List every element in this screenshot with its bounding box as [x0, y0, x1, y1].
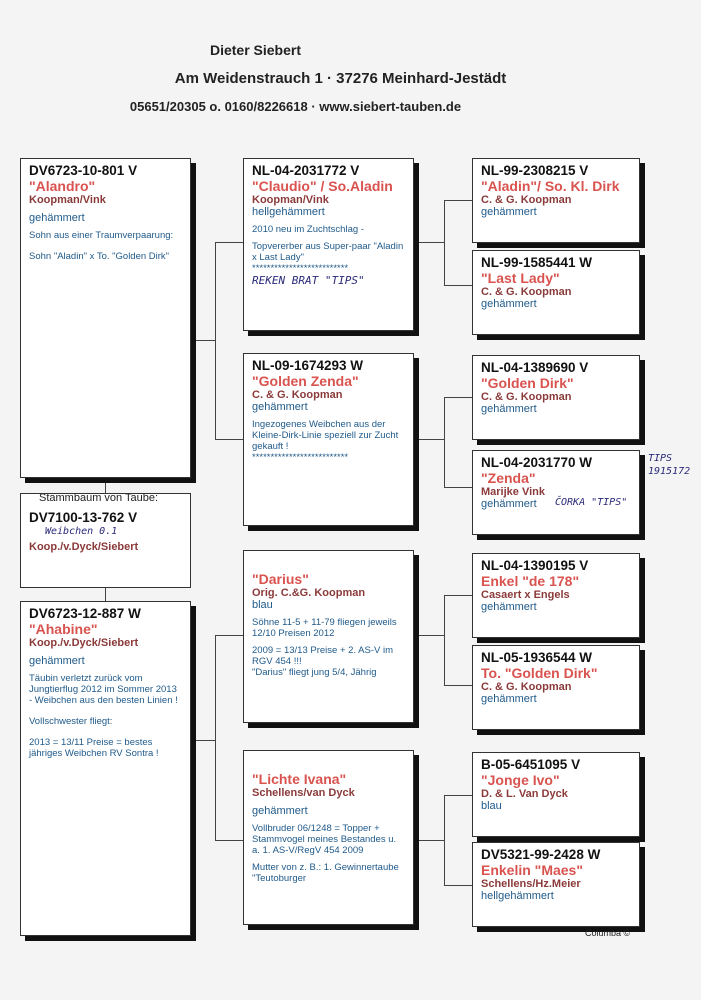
mother-note: 2013 = 13/11 Preise = bestes jähriges Weibchen RV Sontra !: [29, 737, 159, 759]
mother-note: Täubin verletzt zurück vom Jungtierflug 2012 im Sommer 2013 - Weibchen aus den besten Linien !: [29, 673, 178, 706]
mfm-breeder: C. & G. Koopman: [481, 681, 572, 693]
fmm-name: "Zenda": [481, 470, 536, 486]
mm-breeder: Schellens/van Dyck: [252, 787, 355, 799]
ff-breeder: Koopman/Vink: [252, 194, 329, 206]
mfm-card: [472, 645, 640, 730]
fmf-ring: NL-04-1389690 V: [481, 360, 589, 375]
father-name: "Alandro": [29, 178, 96, 194]
subject-breeder: Koop./v.Dyck/Siebert: [29, 541, 139, 553]
fm-note: Ingezogenes Weibchen aus der Kleine-Dirk-Linie speziell zur Zucht gekauft !: [252, 419, 399, 452]
fmf-name: "Golden Dirk": [481, 375, 574, 391]
mff-card: [472, 553, 640, 638]
mother-card: [20, 601, 191, 936]
mmm-ring: DV5321-99-2428 W: [481, 847, 601, 862]
mmf-name: "Jonge Ivo": [481, 772, 560, 788]
mmf-ring: B-05-6451095 V: [481, 757, 581, 772]
footer-copyright: Columba ©: [585, 928, 631, 938]
connector-line: [444, 885, 474, 886]
fff-breeder: C. & G. Koopman: [481, 194, 572, 206]
mf-note: 2009 = 13/13 Preise + 2. AS-V im RGV 454 !!!: [252, 645, 394, 667]
mm-ring: [252, 755, 405, 771]
father-note: Sohn aus einer Traumverpaarung:: [29, 230, 174, 241]
mff-breeder: Casaert x Engels: [481, 589, 570, 601]
ff-handwritten: REKEN BRAT "TIPS": [252, 274, 365, 287]
mother-father-card: [243, 550, 414, 723]
ffm-name: "Last Lady": [481, 270, 560, 286]
fmm-card: [472, 450, 640, 535]
mmm-card: [472, 842, 640, 927]
mmm-color: hellgehämmert: [481, 890, 554, 902]
connector-line: [215, 635, 216, 840]
connector-line: [414, 840, 444, 841]
ffm-card: [472, 250, 640, 335]
connector-line: [444, 200, 445, 285]
mm-note: Vollbruder 06/1248 = Topper + Stammvogel meines Bestandes u. a. 1. AS-V/RegV 454 2009: [252, 823, 397, 856]
mfm-ring: NL-05-1936544 W: [481, 650, 593, 665]
connector-line: [215, 840, 243, 841]
ffm-color: gehämmert: [481, 298, 537, 310]
mother-breeder: Koop./v.Dyck/Siebert: [29, 637, 139, 649]
fmf-breeder: C. & G. Koopman: [481, 391, 572, 403]
connector-line: [444, 795, 474, 796]
fm-name: "Golden Zenda": [252, 373, 359, 389]
connector-line: [444, 685, 474, 686]
fmf-card: [472, 355, 640, 440]
connector-line: [215, 242, 243, 243]
mfm-name: To. "Golden Dirk": [481, 665, 598, 681]
connector-line: [414, 439, 444, 440]
ffm-ring: NL-99-1585441 W: [481, 255, 593, 270]
connector-line: [190, 740, 215, 741]
connector-line: [444, 285, 474, 286]
fmm-ring: NL-04-2031770 W: [481, 455, 593, 470]
mother-ring: DV6723-12-887 W: [29, 606, 141, 621]
mf-color: blau: [252, 599, 273, 611]
connector-line: [444, 487, 474, 488]
fff-ring: NL-99-2308215 V: [481, 163, 589, 178]
fm-ring: NL-09-1674293 W: [252, 358, 364, 373]
father-breeder: Koopman/Vink: [29, 194, 106, 206]
fff-name: "Aladin"/ So. Kl. Dirk: [481, 178, 620, 194]
mm-note: Mutter von z. B.: 1. Gewinnertaube "Teutoburger: [252, 862, 399, 884]
mfm-color: gehämmert: [481, 693, 537, 705]
mother-mother-card: [243, 750, 414, 925]
stammbaum-label: Stammbaum von Taube:: [39, 493, 159, 504]
subject-handwritten: Weibchen 0.1: [45, 526, 118, 537]
connector-line: [190, 340, 215, 341]
connector-line: [215, 635, 243, 636]
ff-stars: **************************: [252, 263, 349, 274]
connector-line: [444, 200, 474, 201]
fmf-color: gehämmert: [481, 403, 537, 415]
fm-breeder: C. & G. Koopman: [252, 389, 343, 401]
father-note: Sohn "Aladin" x To. "Golden Dirk": [29, 251, 170, 262]
mf-name: "Darius": [252, 571, 309, 587]
breeder-name: Dieter Siebert: [209, 42, 302, 58]
ff-note: 2010 neu im Zuchtschlag -: [252, 224, 364, 235]
fm-stars: **************************: [252, 452, 349, 463]
fff-card: [472, 158, 640, 243]
connector-line: [215, 242, 216, 439]
father-mother-card: [243, 353, 414, 526]
mff-color: gehämmert: [481, 601, 537, 613]
fmm-handwritten: ČORKA "TIPS": [555, 497, 628, 508]
mmm-name: Enkelin "Maes": [481, 862, 583, 878]
mmf-color: blau: [481, 800, 502, 812]
fff-color: gehämmert: [481, 206, 537, 218]
mother-name: "Ahabine": [29, 621, 98, 637]
mf-note: Söhne 11-5 + 11-79 fliegen jeweils 12/10 Preisen 2012: [252, 617, 397, 639]
connector-line: [414, 635, 444, 636]
mf-note: "Darius" fliegt jung 5/4, Jährig: [252, 667, 377, 678]
mother-note: Vollschwester fliegt:: [29, 716, 113, 727]
mmf-card: [472, 752, 640, 837]
margin-handwritten-note: TIPS 1915172: [648, 453, 691, 477]
fmm-breeder: Marijke Vink: [481, 486, 545, 498]
mm-color: gehämmert: [252, 805, 308, 817]
connector-line: [414, 242, 444, 243]
connector-line: [444, 397, 474, 398]
subject-card: [20, 493, 191, 588]
connector-line: [444, 795, 445, 885]
father-ring: DV6723-10-801 V: [29, 163, 138, 178]
father-card: [20, 158, 191, 478]
breeder-contact: 05651/20305 o. 0160/8226618 · www.siebert-tauben.de: [129, 99, 462, 114]
breeder-address: Am Weidenstrauch 1 · 37276 Meinhard-Jestädt: [174, 70, 507, 87]
subject-ring: DV7100-13-762 V: [29, 510, 138, 525]
ffm-breeder: C. & G. Koopman: [481, 286, 572, 298]
ff-ring: NL-04-2031772 V: [252, 163, 360, 178]
father-color: gehämmert: [29, 212, 85, 224]
connector-line: [215, 439, 243, 440]
mff-name: Enkel "de 178": [481, 573, 580, 589]
father-father-card: [243, 158, 414, 331]
connector-line: [444, 595, 445, 685]
mf-ring: [252, 555, 405, 571]
mf-breeder: Orig. C.&G. Koopman: [252, 587, 366, 599]
mmm-breeder: Schellens/Hz.Meier: [481, 878, 581, 890]
fm-color: gehämmert: [252, 401, 308, 413]
mff-ring: NL-04-1390195 V: [481, 558, 589, 573]
mmf-breeder: D. & L. Van Dyck: [481, 788, 568, 800]
connector-line: [444, 397, 445, 487]
mother-color: gehämmert: [29, 655, 85, 667]
ff-note: Topvererber aus Super-paar "Aladin x Last Lady": [252, 241, 404, 263]
ff-name: "Claudio" / So.Aladin: [252, 178, 393, 194]
connector-line: [444, 595, 474, 596]
ff-color: hellgehämmert: [252, 206, 325, 218]
fmm-color: gehämmert: [481, 498, 537, 510]
mm-name: "Lichte Ivana": [252, 771, 347, 787]
